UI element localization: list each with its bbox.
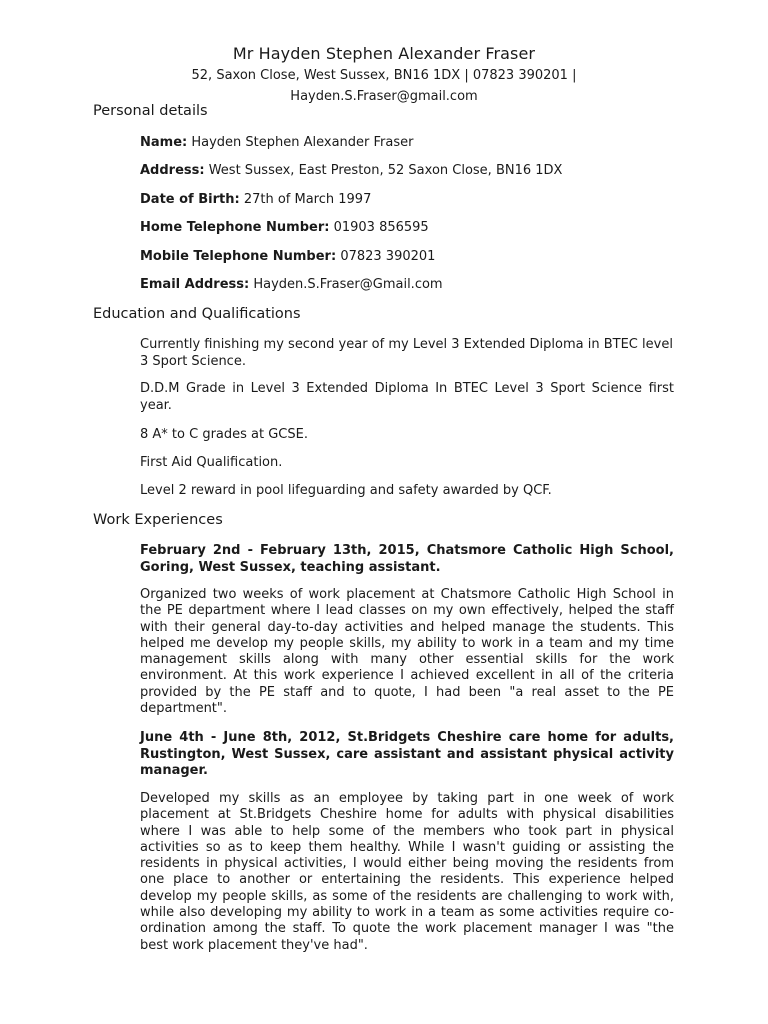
education-item: Level 2 reward in pool lifeguarding and safety awarded by QCF. [140,483,552,498]
detail-value: 07823 390201 [340,249,436,264]
detail-value: 27th of March 1997 [243,192,372,207]
detail-name [140,135,413,150]
contact-address-phone: 52, Saxon Close, West Sussex, BN16 1DX | 07823 390201 | [191,68,577,83]
education-heading: Education and Qualifications [93,306,301,322]
detail-label: Home Telephone Number: [140,220,330,235]
detail-label: Mobile Telephone Number: [140,249,337,264]
detail-value: Hayden Stephen Alexander Fraser [191,135,414,150]
detail-value: Hayden.S.Fraser@Gmail.com [253,277,443,292]
detail-address [140,163,562,178]
detail-label: Email Address: [140,277,250,292]
detail-label: Date of Birth: [140,192,240,207]
work-entry-title: June 4th - June 8th, 2012, St.Bridgets Cheshire care home for adults, Rustington, West Sussex, care assistant and assistant physical activity manager. [140,730,674,778]
personal-details-heading: Personal details [93,103,208,119]
work-experience-heading: Work Experiences [93,512,223,528]
detail-label: Address: [140,163,205,178]
education-item: D.D.M Grade in Level 3 Extended Diploma In BTEC Level 3 Sport Science first year. [140,381,674,413]
detail-dob [140,192,371,207]
contact-email: Hayden.S.Fraser@gmail.com [290,89,478,104]
detail-value: 01903 856595 [333,220,429,235]
education-item: 8 A* to C grades at GCSE. [140,427,308,442]
work-entry-description: Organized two weeks of work placement at Chatsmore Catholic High School in the PE department where I lead classes on my own effectively, helped the staff with their general day-to-day activities and helped manage the students. This helped me develop my people skills, my ability to work in a team and my time management skills along with many other essential skills for the work environment. At this work experience I achieved excellent in all of the criteria provided by the PE staff and to quote, I had been "a real asset to the PE department". [140,587,674,717]
cv-name-title: Mr Hayden Stephen Alexander Fraser [232,44,536,63]
education-item: Currently finishing my second year of my Level 3 Extended Diploma in BTEC level 3 Sport Science. [140,337,673,369]
detail-mobile-phone [140,249,435,264]
detail-home-phone [140,220,429,235]
detail-value: West Sussex, East Preston, 52 Saxon Close, BN16 1DX [208,163,563,178]
education-item: First Aid Qualification. [140,455,283,470]
work-entry-description: Developed my skills as an employee by taking part in one week of work placement at St.Bridgets Cheshire home for adults with physical disabilities where I was able to help some of the members who took part in physical activities so as to keep them healthy. While I wasn't guiding or assisting the residents in physical activities, I would either being moving the residents from one place to another or entertaining the residents. This experience helped develop my people skills, as some of the residents are challenging to work with, while also developing my ability to work in a team as some activities require co-ordination among the staff. To quote the work placement manager I was "the best work placement they've had". [140,791,674,953]
work-entry-title: February 2nd - February 13th, 2015, Chatsmore Catholic High School, Goring, West Sussex, teaching assistant. [140,543,674,575]
detail-label: Name: [140,135,188,150]
detail-email [140,277,443,292]
